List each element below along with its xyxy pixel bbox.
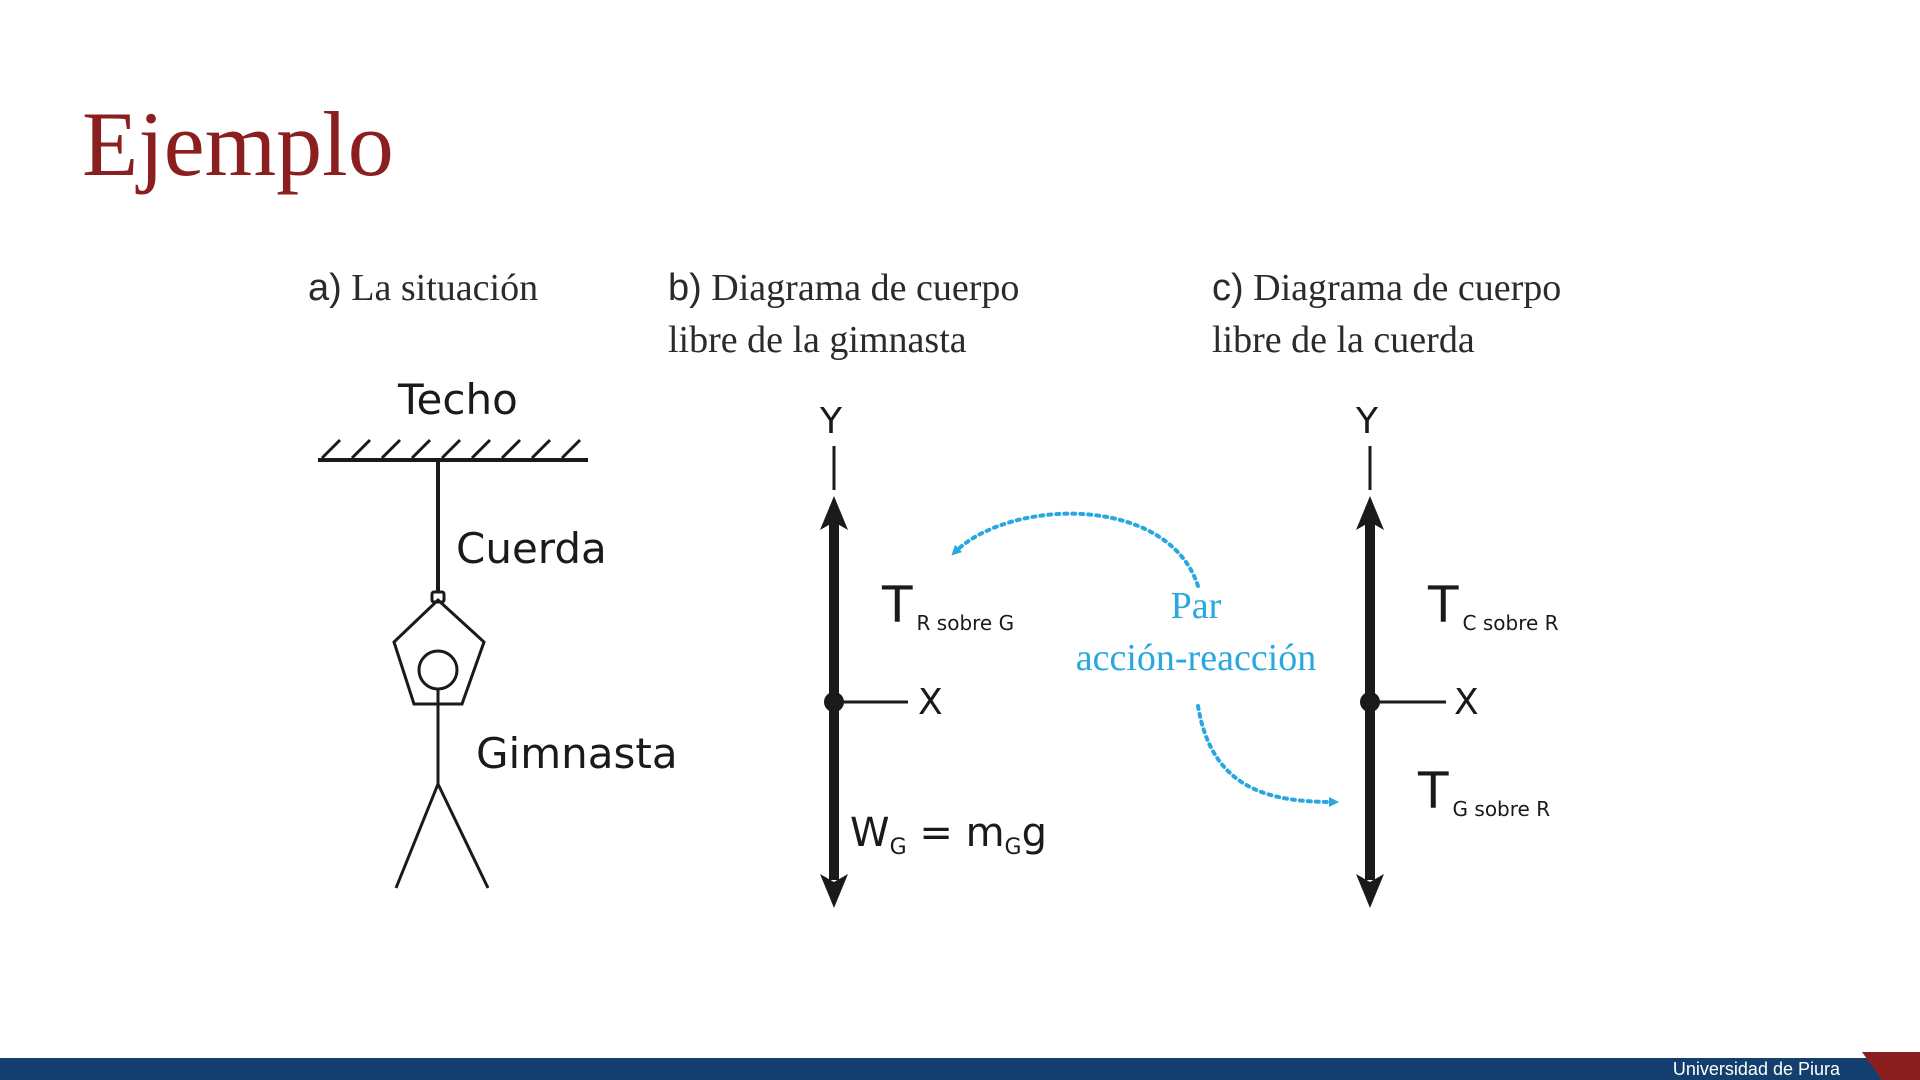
action-reaction-pair (955, 514, 1334, 802)
tension-subscript: R sobre G (916, 611, 1015, 635)
gymnast-right-leg (438, 784, 488, 888)
rope-label: Cuerda (456, 524, 607, 573)
gymnast-figure (394, 592, 488, 888)
fbd-gymnast (819, 401, 1047, 908)
weight-symbol: W (850, 810, 890, 856)
panel-c-title-line2: libre de la cuerda (1212, 319, 1475, 361)
panel-c-letter: c) (1212, 267, 1244, 309)
panel-c-title-line1: Diagrama de cuerpo (1243, 267, 1562, 309)
tension-symbol: T (882, 576, 913, 634)
tension-g-on-r-label (1417, 762, 1550, 821)
pair-arrow-bottom (1198, 706, 1334, 802)
tension-bottom-subscript: G sobre R (1452, 797, 1551, 821)
panel-a-title: La situación (341, 267, 539, 309)
gymnast-left-leg (396, 784, 438, 888)
panel-b-title-line1: Diagrama de cuerpo (701, 267, 1020, 309)
panel-b-letter: b) (668, 267, 702, 309)
gymnast-axis-x-label: X (918, 682, 943, 723)
panel-a-letter: a) (308, 267, 342, 309)
weight-equals: = m (906, 810, 1005, 856)
tension-r-on-g-label (881, 576, 1014, 635)
tension-top-subscript: C sobre R (1462, 611, 1559, 635)
pair-label-line1: Par (1170, 585, 1222, 627)
weight-label (850, 810, 1047, 860)
pair-arrow-top (955, 514, 1198, 586)
situation-scene (318, 375, 678, 888)
gymnast-head (419, 651, 457, 689)
tension-top-symbol: T (1428, 576, 1459, 634)
ceiling-hatching (322, 440, 580, 458)
fbd-rope (1355, 401, 1559, 908)
footer-bar (0, 1058, 1920, 1080)
tension-bottom-symbol: T (1418, 762, 1449, 820)
gymnast-label: Gimnasta (476, 729, 678, 778)
footer-institution: Universidad de Piura (1672, 1059, 1840, 1079)
gymnast-axis-y-label: Y (820, 401, 842, 442)
weight-gravity: g (1021, 810, 1047, 856)
rope-axis-y-label: Y (1356, 401, 1378, 442)
tension-c-on-r-label (1427, 576, 1559, 635)
pair-label-line2: acción-reacción (1075, 637, 1317, 679)
weight-sub: G (889, 835, 907, 860)
panel-b-title-line2: libre de la gimnasta (668, 319, 967, 361)
slide-title: Ejemplo (82, 93, 394, 195)
ceiling-label: Techo (398, 375, 518, 424)
rope-axis-x-label: X (1454, 682, 1479, 723)
weight-mass-sub: G (1004, 835, 1022, 860)
